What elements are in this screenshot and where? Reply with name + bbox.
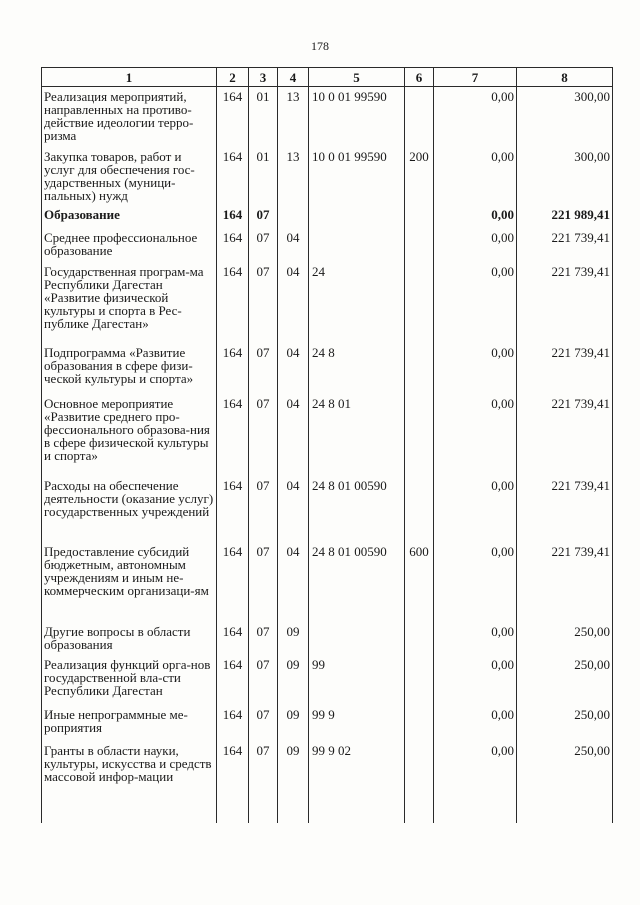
cell-ministry-code: 164 [217,205,249,228]
cell-amount-col7: 0,00 [434,394,517,476]
cell-expense-type: 200 [405,147,434,205]
cell-subsection-code: 04 [278,542,309,622]
cell-amount-col8: 221 739,41 [517,394,613,476]
cell-subsection-code: 09 [278,655,309,705]
cell-target-article: 24 8 01 [309,394,405,476]
cell-name: Реализация функций орга-нов государственной вла-сти Республики Дагестан [42,655,217,705]
table-row [42,205,613,228]
cell-amount-col7: 0,00 [434,147,517,205]
page-number: 178 [311,39,329,53]
header-row [42,68,613,87]
cell-ministry-code: 164 [217,343,249,394]
cell-section-code: 07 [249,262,278,343]
cell-amount-col8: 300,00 [517,87,613,147]
cell-expense-type [405,741,434,823]
cell-amount-col7: 0,00 [434,705,517,741]
table-row [42,705,613,741]
header-col-3: 3 [249,68,278,87]
cell-ministry-code: 164 [217,622,249,655]
cell-name: Реализация мероприятий, направленных на противо-действие идеологии терро-ризма [42,87,217,147]
cell-amount-col7: 0,00 [434,476,517,542]
cell-ministry-code: 164 [217,705,249,741]
cell-target-article: 99 9 02 [309,741,405,823]
cell-subsection-code: 13 [278,87,309,147]
table-row [42,87,613,147]
cell-section-code: 07 [249,655,278,705]
cell-expense-type [405,262,434,343]
cell-target-article: 24 [309,262,405,343]
cell-subsection-code: 04 [278,262,309,343]
cell-amount-col8: 250,00 [517,655,613,705]
cell-section-code: 07 [249,476,278,542]
cell-amount-col7: 0,00 [434,343,517,394]
cell-ministry-code: 164 [217,476,249,542]
header-col-4: 4 [278,68,309,87]
cell-ministry-code: 164 [217,655,249,705]
cell-section-code: 07 [249,741,278,823]
cell-ministry-code: 164 [217,741,249,823]
cell-ministry-code: 164 [217,262,249,343]
cell-amount-col7: 0,00 [434,87,517,147]
cell-ministry-code: 164 [217,394,249,476]
cell-ministry-code: 164 [217,228,249,262]
cell-section-code: 07 [249,228,278,262]
cell-amount-col7: 0,00 [434,655,517,705]
cell-name: Подпрограмма «Развитие образования в сфере физи-ческой культуры и спорта» [42,343,217,394]
cell-section-code: 07 [249,705,278,741]
cell-name: Основное мероприятие «Развитие среднего про-фессионального образова-ния в сфере физической культуры и спорта» [42,394,217,476]
table-row [42,542,613,622]
cell-target-article: 24 8 01 00590 [309,476,405,542]
cell-target-article: 99 [309,655,405,705]
cell-target-article: 10 0 01 99590 [309,147,405,205]
header-col-2: 2 [217,68,249,87]
cell-name: Иные непрограммные ме-роприятия [42,705,217,741]
cell-section-code: 07 [249,542,278,622]
cell-ministry-code: 164 [217,542,249,622]
cell-amount-col7: 0,00 [434,205,517,228]
cell-expense-type [405,705,434,741]
table-row [42,476,613,542]
cell-target-article [309,622,405,655]
cell-section-code: 07 [249,205,278,228]
cell-subsection-code: 04 [278,343,309,394]
cell-name: Другие вопросы в области образования [42,622,217,655]
table-row [42,394,613,476]
header-col-6: 6 [405,68,434,87]
cell-name: Образование [42,205,217,228]
cell-subsection-code [278,205,309,228]
cell-ministry-code: 164 [217,147,249,205]
cell-expense-type: 600 [405,542,434,622]
cell-name: Предоставление субсидий бюджетным, автономным учреждениям и иным не-коммерческим организаци-ям [42,542,217,622]
cell-section-code: 07 [249,343,278,394]
cell-amount-col8: 300,00 [517,147,613,205]
cell-expense-type [405,622,434,655]
cell-ministry-code: 164 [217,87,249,147]
cell-subsection-code: 09 [278,622,309,655]
cell-amount-col8: 221 739,41 [517,343,613,394]
cell-subsection-code: 04 [278,394,309,476]
cell-amount-col7: 0,00 [434,622,517,655]
cell-amount-col8: 221 739,41 [517,542,613,622]
cell-expense-type [405,343,434,394]
table-body [42,87,613,823]
cell-expense-type [405,394,434,476]
cell-amount-col8: 221 739,41 [517,476,613,542]
table-row [42,343,613,394]
cell-section-code: 07 [249,622,278,655]
cell-section-code: 07 [249,394,278,476]
cell-target-article: 99 9 [309,705,405,741]
cell-section-code: 01 [249,147,278,205]
cell-name: Среднее профессиональное образование [42,228,217,262]
table-row [42,262,613,343]
table-header [42,68,613,87]
cell-subsection-code: 04 [278,228,309,262]
cell-section-code: 01 [249,87,278,147]
cell-subsection-code: 13 [278,147,309,205]
table-row [42,622,613,655]
cell-amount-col8: 221 739,41 [517,262,613,343]
budget-table [41,67,613,823]
cell-expense-type [405,476,434,542]
header-col-1: 1 [42,68,217,87]
cell-name: Закупка товаров, работ и услуг для обеспечения гос-ударственных (муници-пальных) нужд [42,147,217,205]
cell-amount-col8: 250,00 [517,705,613,741]
table-row [42,655,613,705]
cell-name: Гранты в области науки, культуры, искусства и средств массовой инфор-мации [42,741,217,823]
cell-subsection-code: 09 [278,741,309,823]
cell-amount-col8: 250,00 [517,622,613,655]
cell-target-article: 24 8 01 00590 [309,542,405,622]
header-col-8: 8 [517,68,613,87]
cell-subsection-code: 04 [278,476,309,542]
cell-amount-col8: 250,00 [517,741,613,823]
cell-name: Государственная програм-ма Республики Дагестан «Развитие физической культуры и спорта в Рес-публике Дагестан» [42,262,217,343]
cell-amount-col8: 221 989,41 [517,205,613,228]
header-col-5: 5 [309,68,405,87]
cell-expense-type [405,228,434,262]
cell-subsection-code: 09 [278,705,309,741]
cell-target-article: 24 8 [309,343,405,394]
cell-expense-type [405,655,434,705]
cell-target-article [309,205,405,228]
header-col-7: 7 [434,68,517,87]
table-row [42,741,613,823]
table-row [42,228,613,262]
budget-table-container [41,67,613,823]
table-row [42,147,613,205]
cell-name: Расходы на обеспечение деятельности (оказание услуг) государственных учреждений [42,476,217,542]
cell-expense-type [405,87,434,147]
cell-amount-col7: 0,00 [434,228,517,262]
cell-amount-col8: 221 739,41 [517,228,613,262]
cell-amount-col7: 0,00 [434,262,517,343]
cell-amount-col7: 0,00 [434,741,517,823]
cell-amount-col7: 0,00 [434,542,517,622]
cell-expense-type [405,205,434,228]
cell-target-article [309,228,405,262]
cell-target-article: 10 0 01 99590 [309,87,405,147]
